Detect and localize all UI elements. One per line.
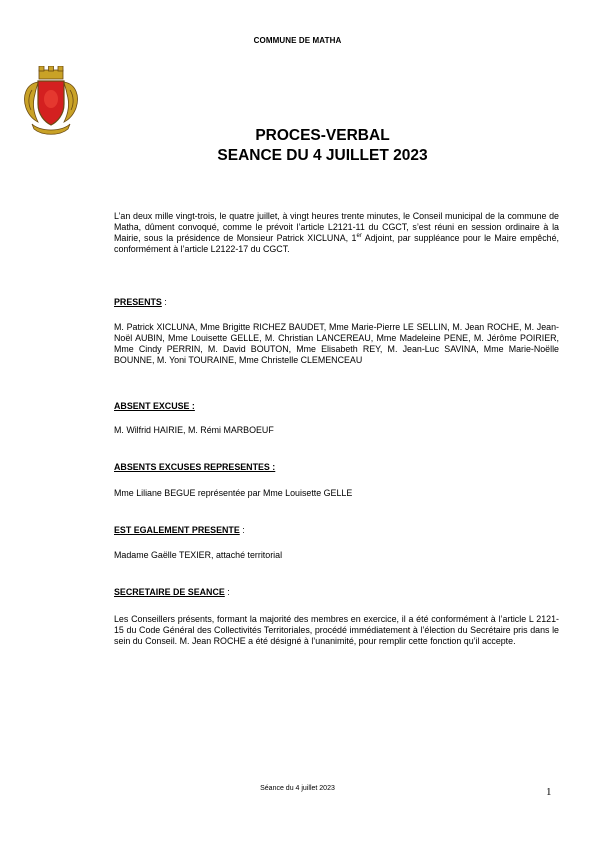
page-number: 1 xyxy=(546,786,552,798)
presents-list: M. Patrick XICLUNA, Mme Brigitte RICHEZ BAUDET, Mme Marie-Pierre LE SELLIN, M. Jean ROCHE, M. Jean-Noël AUBIN, Mme Louisette GELLE, M. Christian LANCEREAU, Mme Madeleine PENE, M. Jérôme POIRIER, Mme Cindy PERRIN, M. David BOUTON, Mme Elisabeth REY, M. Jean-Luc SAVINA, Mme Marie-Noëlle BOUNNE, M. Yoni TOURAINE, Mme Christelle CLEMENCEAU xyxy=(114,322,559,365)
secretaire-heading-label: SECRETAIRE DE SEANCE xyxy=(114,587,225,597)
egalement-presente-text: Madame Gaëlle TEXIER, attaché territorial xyxy=(114,550,283,560)
absent-excuse-heading xyxy=(114,401,559,412)
intro-text-end: Adjoint, par suppléance pour le Maire empêché, conformément à l’article L2122-17 du CGCT. xyxy=(114,232,560,254)
absents-representes-heading xyxy=(114,462,559,473)
commune-header: COMMUNE DE MATHA xyxy=(253,36,342,45)
secretaire-heading-colon: : xyxy=(224,587,230,597)
absent-excuse-heading-label: ABSENT EXCUSE : xyxy=(114,401,195,411)
presents-heading xyxy=(114,297,559,308)
footer-text: Séance du 4 juillet 2023 xyxy=(260,785,335,792)
title-line-2: SEANCE DU 4 JUILLET 2023 xyxy=(217,147,428,164)
egalement-presente-heading-label: EST EGALEMENT PRESENTE xyxy=(114,525,240,535)
absents-representes-text: Mme Liliane BEGUE représentée par Mme Louisette GELLE xyxy=(114,488,353,498)
intro-text-start: L’an deux mille vingt-trois, le quatre juillet, à vingt heures trente minutes, le Conseil municipal de la commune de Matha, dûment convoqué, comme le prévoit l’article L2121-11 du CGCT, s’est réuni en session ordinaire à la Mairie, sous la présidence de Monsieur Patrick XICLUNA, 1 xyxy=(114,211,559,243)
document-title xyxy=(150,126,495,166)
intro-superscript: er xyxy=(356,232,362,239)
title-line-1: PROCES-VERBAL xyxy=(255,127,390,144)
egalement-presente-heading-colon: : xyxy=(239,525,245,535)
intro-paragraph xyxy=(114,211,559,255)
coat-of-arms-icon xyxy=(22,66,80,136)
presents-heading-colon: : xyxy=(161,297,167,307)
absents-representes-heading-label: ABSENTS EXCUSES REPRESENTES : xyxy=(114,462,276,472)
absent-excuse-list: M. Wilfrid HAIRIE, M. Rémi MARBOEUF xyxy=(114,425,274,435)
secretaire-paragraph: Les Conseillers présents, formant la majorité des membres en exercice, il a été conformément à l’article L 2121-15 du Code Général des Collectivités Territoriales, procédé immédiatement à l’élection du Secrétaire pris dans le sein du Conseil. M. Jean ROCHE a été désigné à l’unanimité, pour remplir cette fonction qu’il accepte. xyxy=(114,614,559,646)
presents-heading-label: PRESENTS xyxy=(114,297,162,307)
secretaire-heading xyxy=(114,587,559,598)
egalement-presente-heading xyxy=(114,525,559,536)
